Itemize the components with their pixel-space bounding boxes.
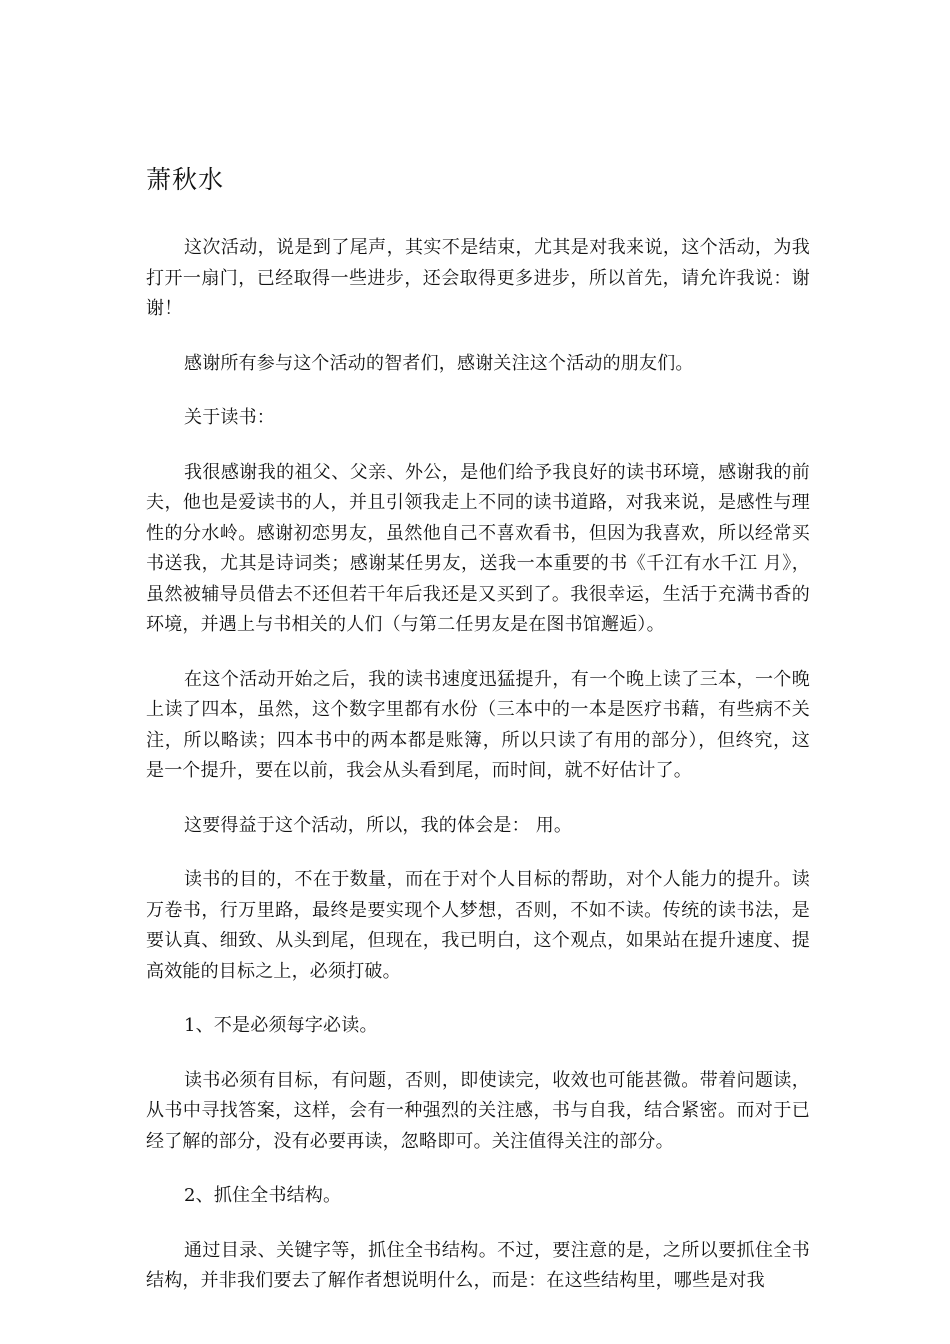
- paragraph: 关于读书：: [184, 407, 275, 428]
- paragraph: 这要得益于这个活动，所以，我的体会是： 用。: [184, 814, 573, 836]
- paragraph-heading: 1、不是必须每字必读。: [184, 1015, 378, 1036]
- document-title: 萧秋水: [146, 165, 225, 194]
- paragraph: 我很感谢我的祖父、父亲、外公，是他们给予我良好的读书环境，感谢我的前夫，他也是爱读书的人，并且引领我走上不同的读书道路，对我来说，是感性与理性的分水岭。感谢初恋男友，虽然他自己不喜欢看书，但因为我喜欢，所以经常买书送我，尤其是诗词类；感谢某任男友，送我一本重要的书《千江有水千江 月》，虽然被辅导员借去不还但若干年后我还是又买到了。我很幸运，生活于充满书香的环境，并遇上与书相关的人们（与第二任男友是在图书馆邂逅）。: [146, 461, 810, 635]
- paragraph: 读书的目的，不在于数量，而在于对个人目标的帮助，对个人能力的提升。读万卷书，行万里路，最终是要实现个人梦想，否则，不如不读。传统的读书法，是要认真、细致、从头到尾，但现在，我已明白，这个观点，如果站在提升速度、提高效能的目标之上，必须打破。: [146, 869, 810, 982]
- paragraph: 读书必须有目标，有问题，否则，即使读完，收效也可能甚微。带着问题读，从书中寻找答案，这样，会有一种强烈的关注感，书与自我，结合紧密。而对于已经了解的部分，没有必要再读，忽略即可。关注值得关注的部分。: [146, 1069, 810, 1152]
- paragraph: 通过目录、关键字等，抓住全书结构。不过，要注意的是，之所以要抓住全书结构，并非我们要去了解作者想说明什么，而是：在这些结构里，哪些是对我: [146, 1239, 810, 1291]
- paragraph: 这次活动，说是到了尾声，其实不是结束，尤其是对我来说，这个活动，为我打开一扇门，已经取得一些进步，还会取得更多进步，所以首先，请允许我说：谢谢！: [146, 237, 810, 319]
- document-body: [146, 233, 810, 1321]
- paragraph: 在这个活动开始之后，我的读书速度迅猛提升，有一个晚上读了三本，一个晚上读了四本，虽然，这个数字里都有水份（三本中的一本是医疗书藉，有些病不关注，所以略读；四本书中的两本都是账簿，所以只读了有用的部分），但终究，这是一个提升，要在以前，我会从头看到尾，而时间，就不好估计了。: [146, 668, 810, 781]
- paragraph-heading: 2、抓住全书结构。: [184, 1185, 342, 1206]
- paragraph: 感谢所有参与这个活动的智者们，感谢关注这个活动的朋友们。: [184, 352, 694, 374]
